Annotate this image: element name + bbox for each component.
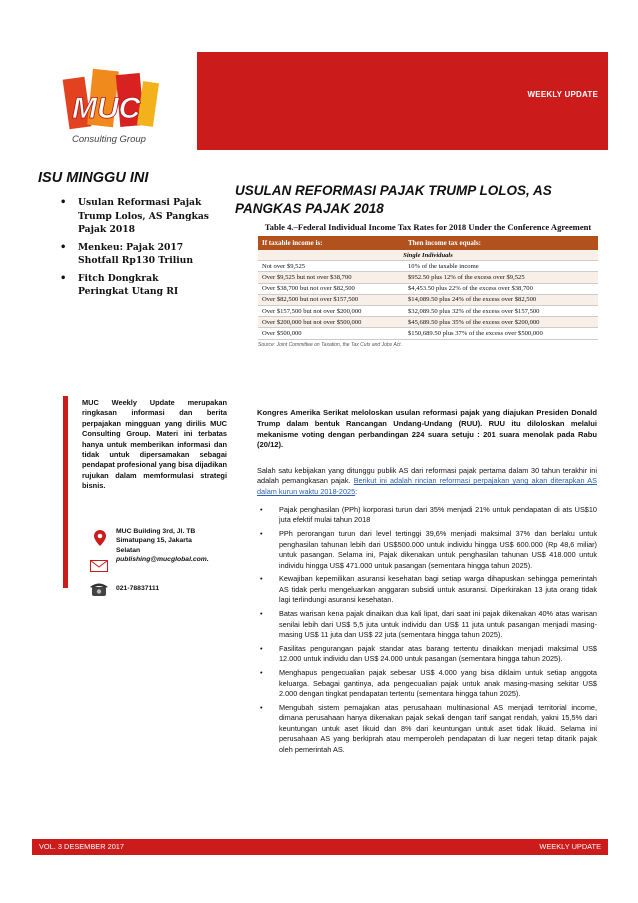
sidebar-topic-item[interactable]: • Usulan Reformasi Pajak Trump Lolos, AS Pangkas Pajak 2018 xyxy=(60,196,210,237)
intro-text: Salah satu kebijakan yang ditunggu publik AS dari reformasi pajak pertama dalam 30 tahun terakhir ini adalah pemangkasan pajak. xyxy=(257,466,597,486)
list-item: • Fasilitas pengurangan pajak standar atas barang tertentu dinaikkan menjadi maksimal US$ 12.000 untuk individu dan US$ 24.000 untuk pasangan (sementara hingga tahun 2025). xyxy=(257,644,597,665)
table-header-col2: Then income tax equals: xyxy=(404,236,598,250)
contact-address xyxy=(116,527,231,565)
list-item: • Kewajiban kepemilikan asuransi kesehatan bagi setiap warga dihapuskan sehingga pemerintah AS tidak perlu mengeluarkan anggaran subsidi untuk asuransi. Diperkirakan 13 juta orang tidak lagi terlindungi asuransi kesehatan. xyxy=(257,574,597,605)
table-section-label: Single Individuals xyxy=(258,250,598,261)
table-cell: Over $38,700 but not over $82,500 xyxy=(258,283,404,294)
contact-phone[interactable]: 021-78837111 xyxy=(116,585,160,592)
sidebar-topic-item[interactable]: • Fitch Dongkrak Peringkat Utang RI xyxy=(60,272,210,299)
footer-weekly-update: WEEKLY UPDATE xyxy=(539,842,601,851)
list-item: • Batas warisan kena pajak dinaikan dua kali lipat, dari saat ini pajak dikenakan 40% atas warisan senilai lebih dari US$ 5,5 juta untuk individu dan US$ 11 juta untuk pasangan menjadi masing-masing US$ 11 juta dan US$ 22 juta (sementara hingga tahun 2025). xyxy=(257,609,597,640)
table-cell: Over $200,000 but not over $500,000 xyxy=(258,317,404,328)
table-cell: $32,089.50 plus 32% of the excess over $157,500 xyxy=(404,305,598,316)
article-title: USULAN REFORMASI PAJAK TRUMP LOLOS, AS PANGKAS PAJAK 2018 xyxy=(235,183,552,216)
logo-subtitle: Consulting Group xyxy=(72,134,146,145)
table-row xyxy=(258,317,598,328)
tax-table-figure xyxy=(258,222,598,348)
table-cell: $150,689.50 plus 37% of the excess over $500,000 xyxy=(404,328,598,339)
intro-end: : xyxy=(355,486,358,496)
table-source: Source: Joint Committee on Taxation, the Tax Cuts and Jobs Act. xyxy=(258,341,402,348)
list-item: • Pajak penghasilan (PPh) korporasi turun dari 35% menjadi 21% untuk pendapatan di ats US$10 juta efektif mulai tahun 2018 xyxy=(257,505,597,526)
list-item: • PPh perorangan turun dari level tertinggi 39,6% menjadi maksimal 37% dan berlaku untuk penghasilan tahunan lebih dari US$500.000 untuk individu hingga US$ 600.000 (Rp 48,6 miliar) untuk pasangan. Selama ini, Pajak dikenakan untuk penghasilan tahunan US$ 418.000 untuk individu hingga US$ 471.000 untuk pasangan (sementara hingga tahun 2025). xyxy=(257,529,597,571)
table-cell: $4,453.50 plus 22% of the excess over $38,700 xyxy=(404,283,598,294)
tax-rate-table xyxy=(258,236,598,340)
table-cell: Over $157,500 but not over $200,000 xyxy=(258,305,404,316)
table-cell: Not over $9,525 xyxy=(258,261,404,272)
address-line-3: Selatan xyxy=(116,546,141,554)
address-line-1: MUC Building 3rd, Jl. TB xyxy=(116,528,196,535)
table-row xyxy=(258,283,598,294)
article-lead: Kongres Amerika Serikat meloloskan usulan reformasi pajak yang diajukan Presiden Donald Trump dalam bentuk Rancangan Undang-Undang (RUU). RUU itu diloloskan melalui mekanisme voting dengan perbandingan 224 suara setuju : 201 suara menolak pada Rabu (20/12). xyxy=(257,408,597,450)
table-row xyxy=(258,328,598,339)
logo-text: MUC xyxy=(72,92,141,125)
sidebar-topic-list xyxy=(60,196,210,303)
info-box xyxy=(63,396,238,592)
table-cell: $45,689.50 plus 35% of the excess over $200,000 xyxy=(404,317,598,328)
sidebar-topic-item[interactable]: • Menkeu: Pajak 2017 Shotfall Rp130 Triliun xyxy=(60,241,210,268)
table-cell: Over $9,525 but not over $38,700 xyxy=(258,272,404,283)
table-row xyxy=(258,272,598,283)
list-item: • Mengubah sistem pemajakan atas perusahaan multinasional AS menjadi territorial income, dimana perusahaan hanya dikenakan pajak sekali dengan tarif sangat rendah, yakni 15,5% dari keuntungan untuk aset likuid dan 8% dari keuntungan untuk aset tidak likuid. Selama ini perusahaan AS yang berkiprah atau memperoleh pendapatan di luar negeri tetap ditarik pajak oleh pemerintah AS. xyxy=(257,703,597,755)
location-pin-icon xyxy=(94,530,106,546)
contact-email[interactable]: publishing@mucglobal.com. xyxy=(116,556,209,564)
phone-icon xyxy=(90,582,108,596)
footer-bar xyxy=(32,839,608,855)
article-bullet-list xyxy=(257,505,597,758)
table-cell: Over $500,000 xyxy=(258,328,404,339)
weekly-update-label: WEEKLY UPDATE xyxy=(527,90,598,99)
table-caption: Table 4.–Federal Individual Income Tax Rates for 2018 Under the Conference Agreement xyxy=(264,222,592,232)
article-intro xyxy=(257,466,597,497)
list-item: • Menghapus pengecualian pajak sebesar US$ 4.000 yang bisa diklaim untuk setiap anggota keluarga. Sebagai gantinya, ada pengecualian pajak untuk anak masing-masing sekitar US$ 2.000 dengan tingkat pendapatan tertentu (sementara hingga tahun 2025). xyxy=(257,668,597,699)
table-row xyxy=(258,261,598,272)
footer-volume: VOL. 3 DESEMBER 2017 xyxy=(39,842,125,851)
table-cell: 10% of the taxable income xyxy=(404,261,598,272)
table-cell: $952.50 plus 12% of the excess over $9,525 xyxy=(404,272,598,283)
header-banner xyxy=(197,52,608,150)
table-header-col1: If taxable income is: xyxy=(258,236,404,250)
table-row xyxy=(258,305,598,316)
address-line-2: Simatupang 15, Jakarta xyxy=(116,537,192,545)
info-box-description: MUC Weekly Update merupakan ringkasan informasi dan berita perpajakan mingguan yang dirilis MUC Consulting Group. Materi ini terbatas hanya untuk memberikan informasi dan tidak untuk dipersamakan sebagai pendapat profesional yang bisa dijadikan rujukan dalam memformulasi strategi bisnis. xyxy=(82,398,227,491)
intro-link[interactable]: Berikut ini adalah rincian reformasi perpajakan yang akan diterapkan AS dalam kurun waktu 2018-2025 xyxy=(257,476,598,496)
sidebar-title: ISU MINGGU INI xyxy=(38,170,149,186)
table-cell: Over $82,500 but not over $157,500 xyxy=(258,294,404,305)
email-icon xyxy=(90,560,108,572)
table-cell: $14,089.50 plus 24% of the excess over $82,500 xyxy=(404,294,598,305)
table-row xyxy=(258,294,598,305)
